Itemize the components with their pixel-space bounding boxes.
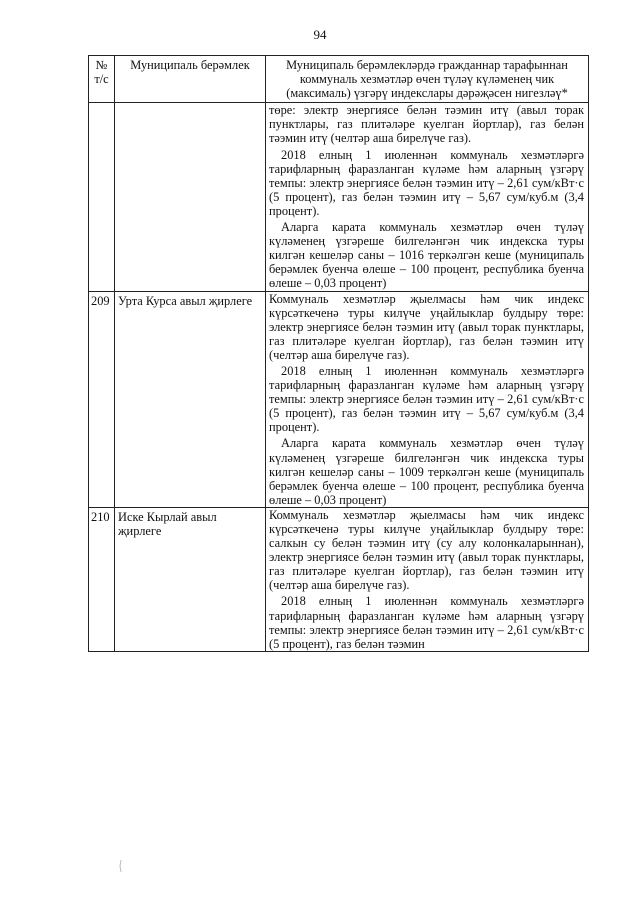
description-paragraph: төре: электр энергиясе белән тәэмин итү (авыл торак пунктлары, газ плитәләре куелган йортлар), газ белән тәэмин итү (челтәр аша бирелүче газ). [269, 103, 584, 146]
row-number: 209 [89, 291, 115, 507]
header-municipality: Муниципаль берәмлек [115, 56, 266, 103]
header-number: № т/с [89, 56, 115, 103]
row-description [266, 291, 589, 507]
description-paragraph: Аларга карата коммуналь хезмәтләр өчен түләү күләменең үзгәреше билгеләнгән чик индекска туры килгән кешеләр саны – 1009 теркәлгән кеше (муниципаль берәмлек буенча өлеше – 100 процент, республика буенча өлеше – 0,03 процент) [269, 436, 584, 507]
header-description: Муниципаль берәмлекләрдә гражданнар тарафыннан коммуналь хезмәтләр өчен түләү күләменең чик (максималь) үзгәрү индекслары дәрәҗәсен нигезләү* [266, 56, 589, 103]
description-paragraph: Аларга карата коммуналь хезмәтләр өчен түләү күләменең үзгәреше билгеләнгән чик индекска туры килгән кешеләр саны – 1016 теркәлгән кеше (муниципаль берәмлек буенча өлеше – 100 процент, республика буенча өлеше – 0,03 процент) [269, 220, 584, 291]
row-municipality: Урта Курса авыл җирлеге [115, 291, 266, 507]
row-description [266, 507, 589, 651]
utility-index-table [88, 55, 589, 652]
table-row [89, 103, 589, 291]
row-number: 210 [89, 507, 115, 651]
page-number: 94 [313, 27, 327, 42]
description-paragraph: 2018 елның 1 июленнән коммуналь хезмәтләргә тарифларның фаразланган күләме һәм аларның үзгәрү темпы: электр энергиясе белән тәэмин итү – 2,61 сум/кВт·с (5 процент), газ белән тәэмин итү – 5,67 сум/куб.м (3,4 процент). [269, 363, 584, 435]
description-paragraph: Коммуналь хезмәтләр җыелмасы һәм чик индекс күрсәткеченә туры килүче уңайлыклар булдыру төре: электр энергиясе белән тәэмин итү (авыл торак пунктлары, газ плитәләре куелган йортлар), газ белән тәэмин итү (челтәр аша бирелүче газ). [269, 291, 584, 362]
description-paragraph: 2018 елның 1 июленнән коммуналь хезмәтләргә тарифларның фаразланган күләме һәм аларның үзгәрү темпы: электр энергиясе белән тәэмин итү – 2,61 сум/кВт·с (5 процент), газ белән тәэмин итү – 5,67 сум/куб.м (3,4 процент). [269, 147, 584, 218]
description-paragraph: 2018 елның 1 июленнән коммуналь хезмәтләргә тарифларның фаразланган күләме һәм аларның үзгәрү темпы: электр энергиясе белән тәэмин итү – 2,61 сум/кВт·с (5 процент), газ белән тәэмин [269, 594, 584, 651]
margin-mark [118, 859, 124, 873]
row-municipality: Иске Кырлай авыл җирлеге [115, 507, 266, 651]
row-municipality [115, 103, 266, 291]
row-description [266, 103, 589, 291]
table-header-row [89, 56, 589, 103]
table-row [89, 291, 589, 507]
description-paragraph: Коммуналь хезмәтләр җыелмасы һәм чик индекс күрсәткеченә туры килүче уңайлыклар булдыру төре: салкын су белән тәэмин итү (су алу колонкаларыннан), электр энергиясе белән тәэмин итү (авыл торак пунктлары, газ плитәләре куелган йортлар), газ белән тәэмин итү (челтәр аша бирелүче газ). [269, 507, 584, 593]
table-row [89, 507, 589, 651]
row-number [89, 103, 115, 291]
